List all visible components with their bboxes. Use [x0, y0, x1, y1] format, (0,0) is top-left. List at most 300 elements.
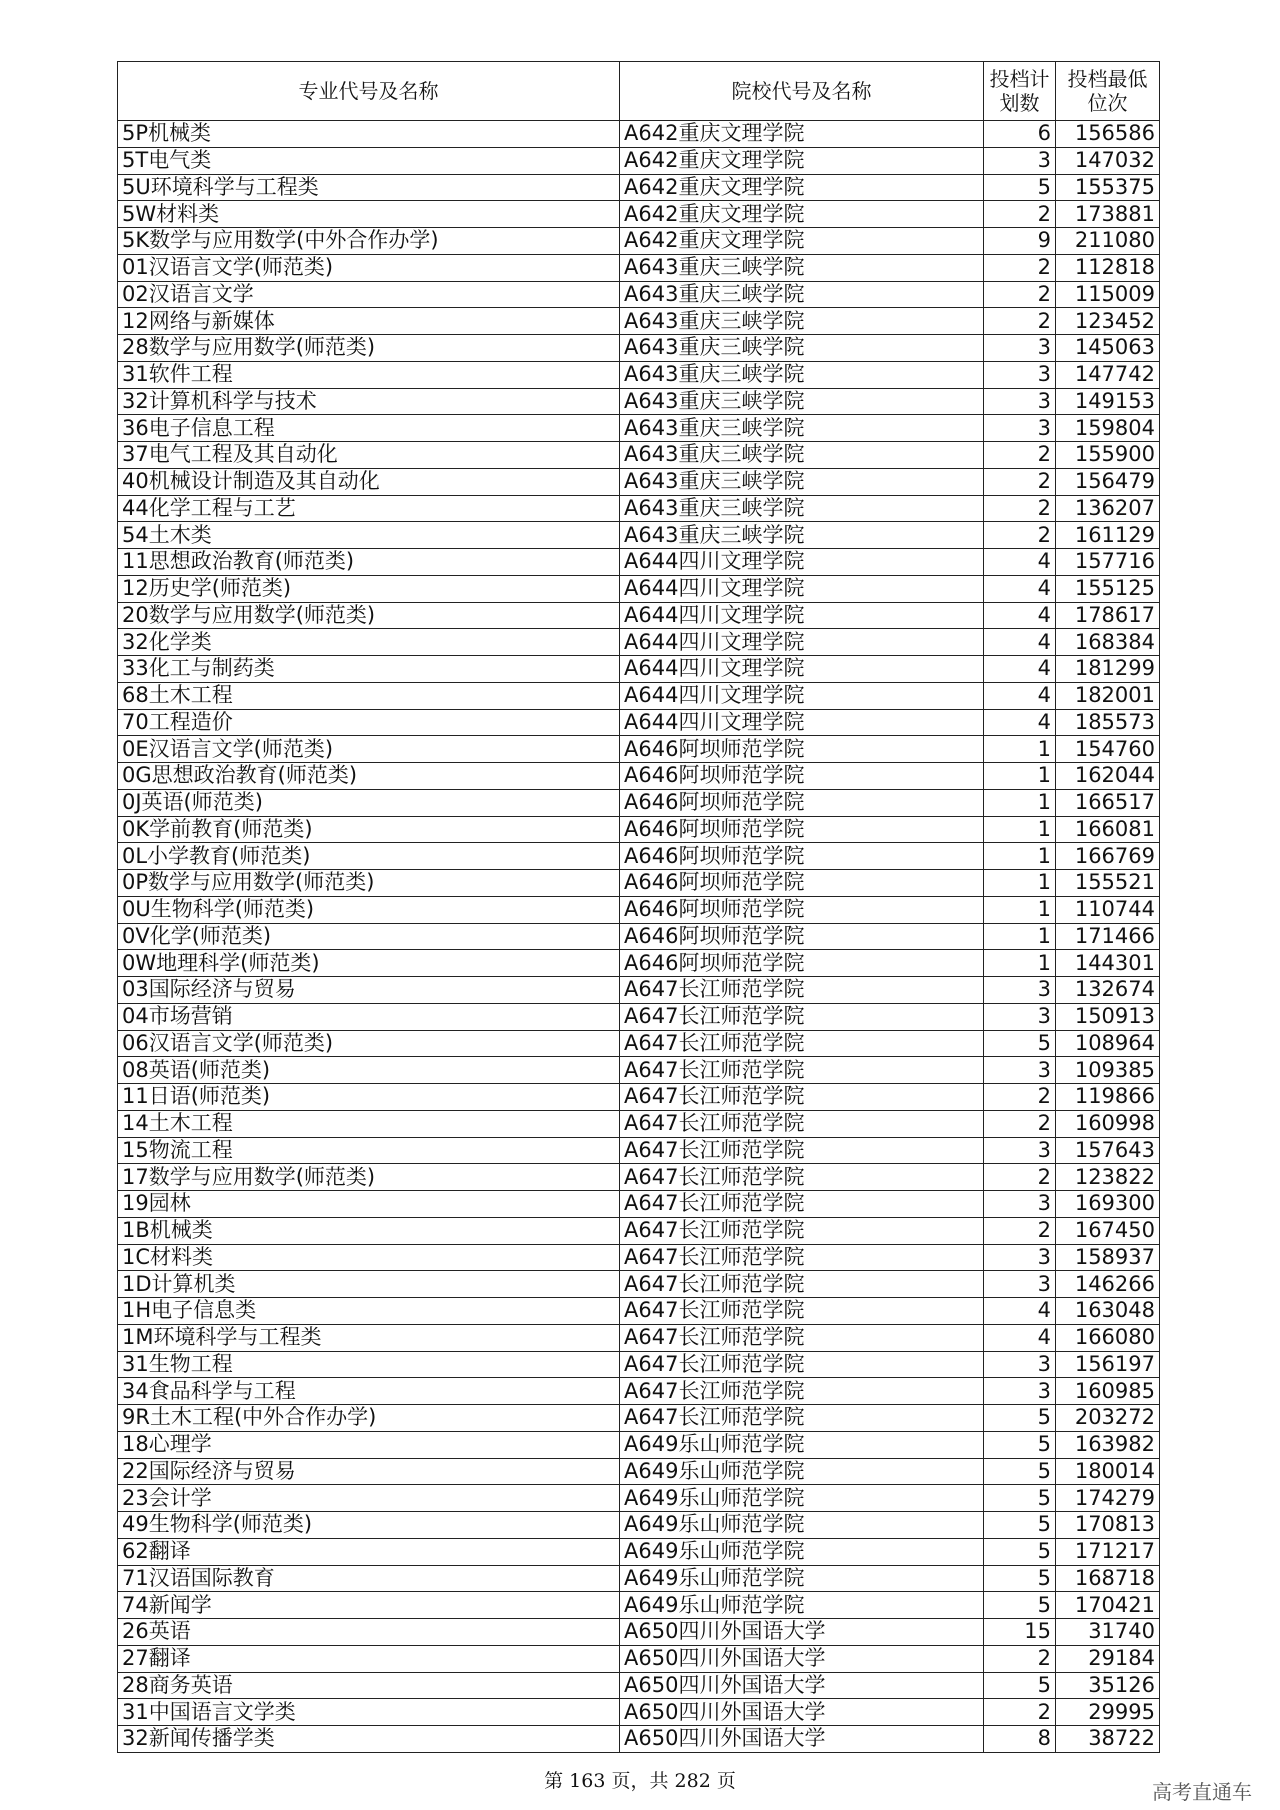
cell-school: A642重庆文理学院 — [620, 121, 984, 148]
header-plan-count: 投档计划数 — [984, 62, 1056, 121]
table-row — [118, 1699, 1160, 1726]
cell-school: A643重庆三峡学院 — [620, 361, 984, 388]
cell-school: A647长江师范学院 — [620, 1003, 984, 1030]
cell-plan-count: 4 — [984, 629, 1056, 656]
cell-major: 0K学前教育(师范类) — [118, 816, 620, 843]
cell-school: A643重庆三峡学院 — [620, 415, 984, 442]
cell-major: 33化工与制药类 — [118, 656, 620, 683]
cell-major: 28商务英语 — [118, 1672, 620, 1699]
table-row — [118, 736, 1160, 763]
table-row — [118, 1538, 1160, 1565]
cell-major: 11日语(师范类) — [118, 1084, 620, 1111]
cell-min-rank: 146266 — [1056, 1271, 1160, 1298]
cell-min-rank: 147742 — [1056, 361, 1160, 388]
cell-major: 15物流工程 — [118, 1137, 620, 1164]
cell-min-rank: 159804 — [1056, 415, 1160, 442]
cell-plan-count: 3 — [984, 1271, 1056, 1298]
cell-plan-count: 5 — [984, 1512, 1056, 1539]
cell-min-rank: 203272 — [1056, 1405, 1160, 1432]
cell-school: A649乐山师范学院 — [620, 1565, 984, 1592]
cell-major: 74新闻学 — [118, 1592, 620, 1619]
cell-major: 1M环境科学与工程类 — [118, 1324, 620, 1351]
cell-plan-count: 1 — [984, 896, 1056, 923]
cell-plan-count: 3 — [984, 1057, 1056, 1084]
table-row — [118, 1110, 1160, 1137]
cell-plan-count: 4 — [984, 549, 1056, 576]
cell-min-rank: 110744 — [1056, 896, 1160, 923]
cell-major: 5U环境科学与工程类 — [118, 174, 620, 201]
cell-major: 54土木类 — [118, 522, 620, 549]
cell-school: A643重庆三峡学院 — [620, 442, 984, 469]
cell-school: A647长江师范学院 — [620, 1110, 984, 1137]
cell-plan-count: 2 — [984, 1217, 1056, 1244]
cell-plan-count: 3 — [984, 1191, 1056, 1218]
table-row — [118, 147, 1160, 174]
table-row — [118, 442, 1160, 469]
cell-major: 06汉语言文学(师范类) — [118, 1030, 620, 1057]
cell-min-rank: 158937 — [1056, 1244, 1160, 1271]
cell-major: 26英语 — [118, 1619, 620, 1646]
cell-plan-count: 1 — [984, 870, 1056, 897]
table-row — [118, 950, 1160, 977]
cell-major: 32化学类 — [118, 629, 620, 656]
cell-plan-count: 4 — [984, 602, 1056, 629]
cell-min-rank: 171466 — [1056, 923, 1160, 950]
table-row — [118, 1431, 1160, 1458]
cell-min-rank: 170421 — [1056, 1592, 1160, 1619]
table-row — [118, 174, 1160, 201]
cell-min-rank: 136207 — [1056, 495, 1160, 522]
cell-school: A644四川文理学院 — [620, 709, 984, 736]
cell-min-rank: 166080 — [1056, 1324, 1160, 1351]
cell-min-rank: 161129 — [1056, 522, 1160, 549]
cell-school: A642重庆文理学院 — [620, 228, 984, 255]
table-row — [118, 870, 1160, 897]
table-row — [118, 415, 1160, 442]
cell-school: A647长江师范学院 — [620, 1244, 984, 1271]
cell-plan-count: 4 — [984, 1324, 1056, 1351]
cell-min-rank: 173881 — [1056, 201, 1160, 228]
table-row — [118, 1565, 1160, 1592]
admission-table — [117, 61, 1160, 1753]
cell-major: 12网络与新媒体 — [118, 308, 620, 335]
cell-plan-count: 2 — [984, 254, 1056, 281]
cell-major: 23会计学 — [118, 1485, 620, 1512]
cell-min-rank: 156197 — [1056, 1351, 1160, 1378]
cell-plan-count: 3 — [984, 1351, 1056, 1378]
cell-school: A642重庆文理学院 — [620, 174, 984, 201]
cell-plan-count: 2 — [984, 1110, 1056, 1137]
cell-school: A650四川外国语大学 — [620, 1699, 984, 1726]
cell-major: 71汉语国际教育 — [118, 1565, 620, 1592]
cell-plan-count: 2 — [984, 201, 1056, 228]
cell-school: A647长江师范学院 — [620, 1191, 984, 1218]
cell-major: 44化学工程与工艺 — [118, 495, 620, 522]
table-row — [118, 602, 1160, 629]
cell-major: 1B机械类 — [118, 1217, 620, 1244]
cell-plan-count: 2 — [984, 522, 1056, 549]
cell-min-rank: 109385 — [1056, 1057, 1160, 1084]
cell-major: 0W地理科学(师范类) — [118, 950, 620, 977]
cell-min-rank: 170813 — [1056, 1512, 1160, 1539]
cell-plan-count: 8 — [984, 1726, 1056, 1753]
cell-min-rank: 145063 — [1056, 335, 1160, 362]
page-number: 第 163 页，共 282 页 — [544, 1770, 736, 1792]
cell-major: 18心理学 — [118, 1431, 620, 1458]
cell-min-rank: 119866 — [1056, 1084, 1160, 1111]
cell-min-rank: 149153 — [1056, 388, 1160, 415]
cell-plan-count: 2 — [984, 1164, 1056, 1191]
table-body — [118, 121, 1160, 1753]
cell-plan-count: 5 — [984, 1458, 1056, 1485]
cell-min-rank: 162044 — [1056, 763, 1160, 790]
cell-min-rank: 168718 — [1056, 1565, 1160, 1592]
cell-school: A647长江师范学院 — [620, 1324, 984, 1351]
table-row — [118, 1298, 1160, 1325]
table-row — [118, 361, 1160, 388]
cell-min-rank: 147032 — [1056, 147, 1160, 174]
cell-plan-count: 3 — [984, 415, 1056, 442]
cell-min-rank: 163982 — [1056, 1431, 1160, 1458]
cell-min-rank: 211080 — [1056, 228, 1160, 255]
cell-school: A649乐山师范学院 — [620, 1458, 984, 1485]
cell-school: A642重庆文理学院 — [620, 201, 984, 228]
table-row — [118, 1512, 1160, 1539]
cell-plan-count: 1 — [984, 763, 1056, 790]
cell-plan-count: 5 — [984, 1538, 1056, 1565]
table-row — [118, 1351, 1160, 1378]
cell-major: 20数学与应用数学(师范类) — [118, 602, 620, 629]
cell-plan-count: 3 — [984, 1378, 1056, 1405]
cell-school: A643重庆三峡学院 — [620, 335, 984, 362]
cell-plan-count: 3 — [984, 1137, 1056, 1164]
cell-plan-count: 3 — [984, 1244, 1056, 1271]
watermark-text: 高考直通车 — [1152, 1780, 1252, 1804]
cell-min-rank: 31740 — [1056, 1619, 1160, 1646]
cell-major: 02汉语言文学 — [118, 281, 620, 308]
cell-major: 1C材料类 — [118, 1244, 620, 1271]
table-row — [118, 709, 1160, 736]
cell-school: A649乐山师范学院 — [620, 1512, 984, 1539]
cell-min-rank: 160985 — [1056, 1378, 1160, 1405]
cell-plan-count: 2 — [984, 1699, 1056, 1726]
table-row — [118, 1592, 1160, 1619]
table-row — [118, 1378, 1160, 1405]
cell-plan-count: 3 — [984, 1003, 1056, 1030]
table-row — [118, 254, 1160, 281]
cell-min-rank: 123822 — [1056, 1164, 1160, 1191]
cell-major: 9R土木工程(中外合作办学) — [118, 1405, 620, 1432]
cell-major: 17数学与应用数学(师范类) — [118, 1164, 620, 1191]
cell-plan-count: 5 — [984, 1405, 1056, 1432]
cell-major: 70工程造价 — [118, 709, 620, 736]
cell-min-rank: 35126 — [1056, 1672, 1160, 1699]
cell-min-rank: 166081 — [1056, 816, 1160, 843]
cell-school: A647长江师范学院 — [620, 1084, 984, 1111]
cell-school: A647长江师范学院 — [620, 1057, 984, 1084]
cell-plan-count: 5 — [984, 1030, 1056, 1057]
cell-school: A650四川外国语大学 — [620, 1726, 984, 1753]
table-header-row — [118, 62, 1160, 121]
table-row — [118, 843, 1160, 870]
cell-min-rank: 169300 — [1056, 1191, 1160, 1218]
table-row — [118, 923, 1160, 950]
table-row — [118, 1726, 1160, 1753]
cell-plan-count: 4 — [984, 575, 1056, 602]
cell-plan-count: 2 — [984, 468, 1056, 495]
cell-min-rank: 171217 — [1056, 1538, 1160, 1565]
cell-min-rank: 132674 — [1056, 977, 1160, 1004]
cell-school: A647长江师范学院 — [620, 977, 984, 1004]
cell-min-rank: 108964 — [1056, 1030, 1160, 1057]
table-row — [118, 201, 1160, 228]
cell-school: A647长江师范学院 — [620, 1164, 984, 1191]
cell-major: 0L小学教育(师范类) — [118, 843, 620, 870]
table-row — [118, 1057, 1160, 1084]
cell-school: A647长江师范学院 — [620, 1217, 984, 1244]
cell-min-rank: 174279 — [1056, 1485, 1160, 1512]
cell-plan-count: 3 — [984, 361, 1056, 388]
cell-plan-count: 1 — [984, 923, 1056, 950]
cell-min-rank: 163048 — [1056, 1298, 1160, 1325]
cell-min-rank: 155125 — [1056, 575, 1160, 602]
cell-min-rank: 29995 — [1056, 1699, 1160, 1726]
cell-school: A646阿坝师范学院 — [620, 789, 984, 816]
cell-major: 40机械设计制造及其自动化 — [118, 468, 620, 495]
cell-min-rank: 180014 — [1056, 1458, 1160, 1485]
cell-school: A644四川文理学院 — [620, 549, 984, 576]
cell-major: 31中国语言文学类 — [118, 1699, 620, 1726]
cell-school: A646阿坝师范学院 — [620, 870, 984, 897]
cell-major: 31软件工程 — [118, 361, 620, 388]
cell-school: A647长江师范学院 — [620, 1351, 984, 1378]
table-row — [118, 1458, 1160, 1485]
header-min-rank: 投档最低位次 — [1056, 62, 1160, 121]
cell-plan-count: 2 — [984, 1084, 1056, 1111]
cell-plan-count: 5 — [984, 1431, 1056, 1458]
table-row — [118, 763, 1160, 790]
cell-plan-count: 6 — [984, 121, 1056, 148]
table-row — [118, 1084, 1160, 1111]
table-row — [118, 1003, 1160, 1030]
cell-school: A650四川外国语大学 — [620, 1619, 984, 1646]
cell-min-rank: 155900 — [1056, 442, 1160, 469]
table-row — [118, 682, 1160, 709]
cell-min-rank: 112818 — [1056, 254, 1160, 281]
cell-major: 68土木工程 — [118, 682, 620, 709]
cell-min-rank: 154760 — [1056, 736, 1160, 763]
table-row — [118, 896, 1160, 923]
cell-school: A646阿坝师范学院 — [620, 763, 984, 790]
table-row — [118, 468, 1160, 495]
cell-school: A649乐山师范学院 — [620, 1431, 984, 1458]
cell-min-rank: 29184 — [1056, 1645, 1160, 1672]
cell-min-rank: 156479 — [1056, 468, 1160, 495]
cell-plan-count: 5 — [984, 1592, 1056, 1619]
cell-major: 36电子信息工程 — [118, 415, 620, 442]
cell-school: A643重庆三峡学院 — [620, 468, 984, 495]
cell-major: 08英语(师范类) — [118, 1057, 620, 1084]
cell-school: A644四川文理学院 — [620, 656, 984, 683]
cell-major: 62翻译 — [118, 1538, 620, 1565]
cell-min-rank: 168384 — [1056, 629, 1160, 656]
cell-school: A643重庆三峡学院 — [620, 281, 984, 308]
cell-school: A644四川文理学院 — [620, 629, 984, 656]
cell-major: 0E汉语言文学(师范类) — [118, 736, 620, 763]
cell-plan-count: 1 — [984, 843, 1056, 870]
table-row — [118, 1191, 1160, 1218]
cell-min-rank: 181299 — [1056, 656, 1160, 683]
cell-school: A644四川文理学院 — [620, 602, 984, 629]
cell-school: A643重庆三峡学院 — [620, 254, 984, 281]
table-row — [118, 281, 1160, 308]
cell-major: 0P数学与应用数学(师范类) — [118, 870, 620, 897]
table-row — [118, 575, 1160, 602]
cell-plan-count: 9 — [984, 228, 1056, 255]
cell-plan-count: 3 — [984, 977, 1056, 1004]
cell-school: A650四川外国语大学 — [620, 1645, 984, 1672]
table-row — [118, 335, 1160, 362]
table-row — [118, 1271, 1160, 1298]
cell-min-rank: 166769 — [1056, 843, 1160, 870]
table-row — [118, 549, 1160, 576]
table-row — [118, 1030, 1160, 1057]
cell-major: 0U生物科学(师范类) — [118, 896, 620, 923]
table-row — [118, 1645, 1160, 1672]
table-row — [118, 1485, 1160, 1512]
cell-school: A644四川文理学院 — [620, 682, 984, 709]
cell-school: A642重庆文理学院 — [620, 147, 984, 174]
cell-major: 0J英语(师范类) — [118, 789, 620, 816]
cell-school: A643重庆三峡学院 — [620, 388, 984, 415]
table-row — [118, 1405, 1160, 1432]
cell-plan-count: 4 — [984, 709, 1056, 736]
cell-plan-count: 4 — [984, 1298, 1056, 1325]
cell-min-rank: 155521 — [1056, 870, 1160, 897]
cell-major: 14土木工程 — [118, 1110, 620, 1137]
cell-plan-count: 3 — [984, 388, 1056, 415]
cell-major: 28数学与应用数学(师范类) — [118, 335, 620, 362]
cell-plan-count: 1 — [984, 789, 1056, 816]
table-row — [118, 228, 1160, 255]
table-row — [118, 1137, 1160, 1164]
table-row — [118, 388, 1160, 415]
cell-school: A646阿坝师范学院 — [620, 923, 984, 950]
cell-min-rank: 150913 — [1056, 1003, 1160, 1030]
cell-school: A650四川外国语大学 — [620, 1672, 984, 1699]
cell-min-rank: 157716 — [1056, 549, 1160, 576]
cell-school: A644四川文理学院 — [620, 575, 984, 602]
cell-plan-count: 5 — [984, 1565, 1056, 1592]
cell-min-rank: 185573 — [1056, 709, 1160, 736]
cell-min-rank: 178617 — [1056, 602, 1160, 629]
cell-min-rank: 160998 — [1056, 1110, 1160, 1137]
cell-school: A643重庆三峡学院 — [620, 308, 984, 335]
admission-table-container — [117, 61, 1160, 1753]
cell-school: A649乐山师范学院 — [620, 1592, 984, 1619]
cell-min-rank: 166517 — [1056, 789, 1160, 816]
cell-school: A646阿坝师范学院 — [620, 843, 984, 870]
cell-plan-count: 5 — [984, 1672, 1056, 1699]
table-row — [118, 1324, 1160, 1351]
table-row — [118, 522, 1160, 549]
cell-major: 1H电子信息类 — [118, 1298, 620, 1325]
table-row — [118, 656, 1160, 683]
cell-school: A647长江师范学院 — [620, 1030, 984, 1057]
cell-plan-count: 2 — [984, 495, 1056, 522]
cell-major: 0V化学(师范类) — [118, 923, 620, 950]
cell-major: 32新闻传播学类 — [118, 1726, 620, 1753]
cell-major: 22国际经济与贸易 — [118, 1458, 620, 1485]
header-school: 院校代号及名称 — [620, 62, 984, 121]
cell-major: 31生物工程 — [118, 1351, 620, 1378]
table-row — [118, 1164, 1160, 1191]
table-row — [118, 308, 1160, 335]
cell-plan-count: 5 — [984, 174, 1056, 201]
table-row — [118, 495, 1160, 522]
cell-min-rank: 167450 — [1056, 1217, 1160, 1244]
cell-plan-count: 2 — [984, 281, 1056, 308]
cell-plan-count: 2 — [984, 1645, 1056, 1672]
cell-school: A647长江师范学院 — [620, 1137, 984, 1164]
cell-min-rank: 182001 — [1056, 682, 1160, 709]
cell-major: 04市场营销 — [118, 1003, 620, 1030]
cell-school: A647长江师范学院 — [620, 1271, 984, 1298]
cell-plan-count: 4 — [984, 656, 1056, 683]
cell-major: 27翻译 — [118, 1645, 620, 1672]
cell-min-rank: 156586 — [1056, 121, 1160, 148]
cell-school: A646阿坝师范学院 — [620, 896, 984, 923]
cell-school: A647长江师范学院 — [620, 1298, 984, 1325]
cell-school: A646阿坝师范学院 — [620, 950, 984, 977]
cell-min-rank: 144301 — [1056, 950, 1160, 977]
cell-plan-count: 4 — [984, 682, 1056, 709]
cell-school: A649乐山师范学院 — [620, 1485, 984, 1512]
cell-major: 01汉语言文学(师范类) — [118, 254, 620, 281]
table-row — [118, 121, 1160, 148]
table-row — [118, 1619, 1160, 1646]
cell-major: 1D计算机类 — [118, 1271, 620, 1298]
cell-min-rank: 115009 — [1056, 281, 1160, 308]
cell-plan-count: 1 — [984, 736, 1056, 763]
header-major: 专业代号及名称 — [118, 62, 620, 121]
table-row — [118, 977, 1160, 1004]
cell-major: 5T电气类 — [118, 147, 620, 174]
cell-school: A643重庆三峡学院 — [620, 495, 984, 522]
cell-major: 5W材料类 — [118, 201, 620, 228]
cell-major: 5K数学与应用数学(中外合作办学) — [118, 228, 620, 255]
cell-major: 49生物科学(师范类) — [118, 1512, 620, 1539]
table-row — [118, 816, 1160, 843]
cell-school: A646阿坝师范学院 — [620, 816, 984, 843]
cell-major: 32计算机科学与技术 — [118, 388, 620, 415]
cell-major: 34食品科学与工程 — [118, 1378, 620, 1405]
cell-min-rank: 157643 — [1056, 1137, 1160, 1164]
cell-min-rank: 123452 — [1056, 308, 1160, 335]
cell-school: A647长江师范学院 — [620, 1378, 984, 1405]
cell-major: 03国际经济与贸易 — [118, 977, 620, 1004]
table-row — [118, 789, 1160, 816]
cell-major: 5P机械类 — [118, 121, 620, 148]
cell-school: A649乐山师范学院 — [620, 1538, 984, 1565]
cell-min-rank: 155375 — [1056, 174, 1160, 201]
cell-major: 12历史学(师范类) — [118, 575, 620, 602]
cell-plan-count: 1 — [984, 816, 1056, 843]
cell-plan-count: 15 — [984, 1619, 1056, 1646]
table-row — [118, 1244, 1160, 1271]
cell-major: 11思想政治教育(师范类) — [118, 549, 620, 576]
cell-major: 37电气工程及其自动化 — [118, 442, 620, 469]
